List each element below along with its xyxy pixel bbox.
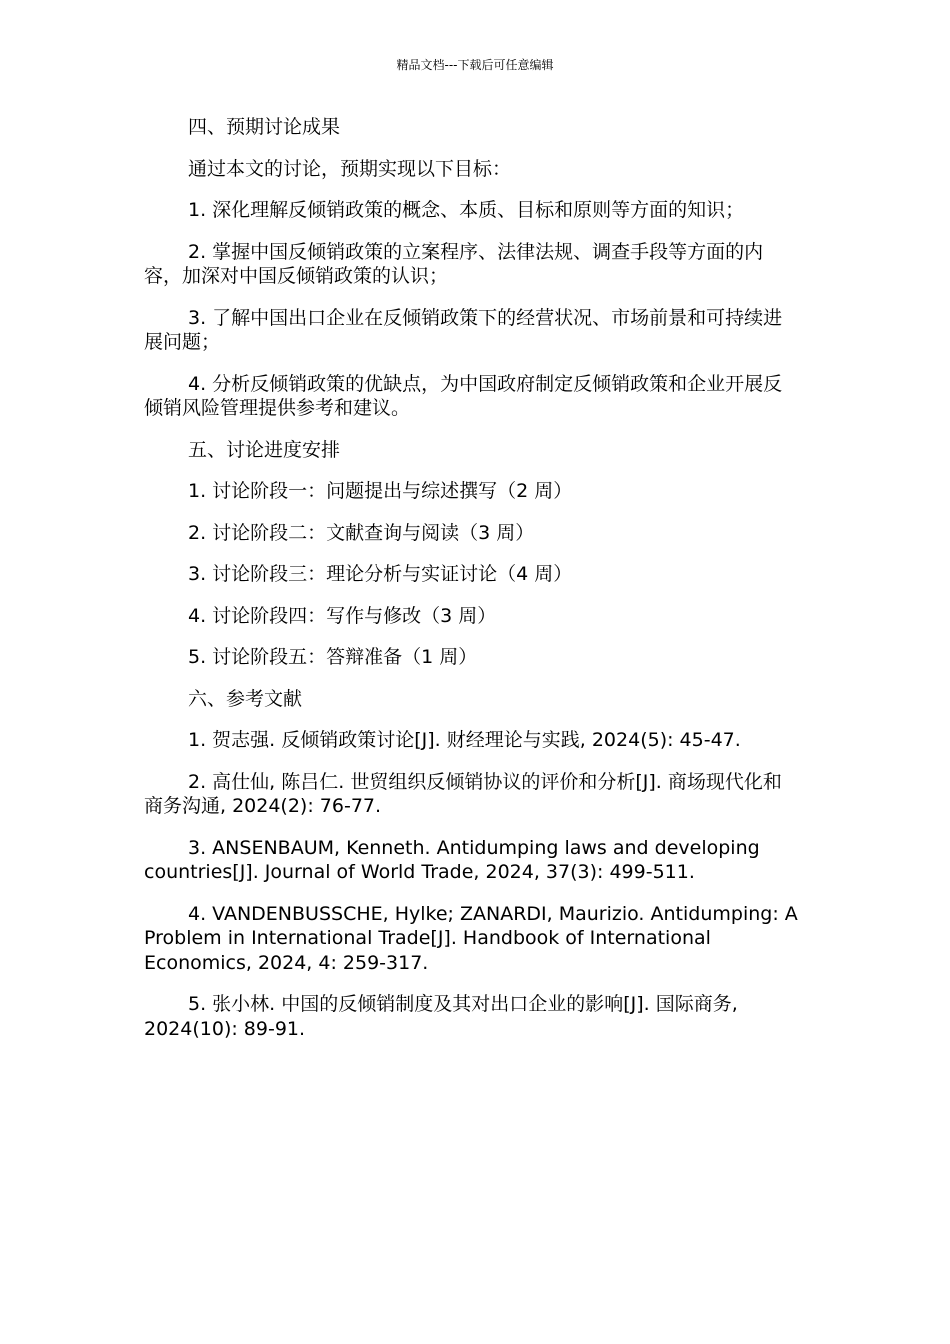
goal-item: 3. 了解中国出口企业在反倾销政策下的经营状况、市场前景和可持续进展问题； (144, 306, 783, 353)
section-heading-schedule: 五、讨论进度安排 (188, 438, 341, 461)
section-heading-expected-results: 四、预期讨论成果 (188, 116, 341, 138)
schedule-item: 1. 讨论阶段一：问题提出与综述撰写（2 周） (188, 480, 573, 502)
reference-item: 4. VANDENBUSSCHE, Hylke; ZANARDI, Maurizio. Antidumping: A Problem in International Trade[J]. Handbook of International Economics, 2024, 4: 259-317. (144, 902, 798, 974)
reference-item: 2. 高仕仙, 陈吕仁. 世贸组织反倾销协议的评价和分析[J]. 商场现代化和商务沟通, 2024(2): 76-77. (144, 770, 782, 817)
reference-item: 5. 张小林. 中国的反倾销制度及其对出口企业的影响[J]. 国际商务, 2024(10): 89-91. (144, 993, 738, 1040)
reference-item: 3. ANSENBAUM, Kenneth. Antidumping laws and developing countries[J]. Journal of World Trade, 2024, 37(3): 499-511. (144, 836, 760, 883)
goal-item: 4. 分析反倾销政策的优缺点，为中国政府制定反倾销政策和企业开展反倾销风险管理提供参考和建议。 (144, 372, 783, 419)
goal-item: 1. 深化理解反倾销政策的概念、本质、目标和原则等方面的知识； (188, 199, 745, 221)
document-body (144, 115, 800, 1058)
schedule-item: 3. 讨论阶段三：理论分析与实证讨论（4 周） (188, 563, 573, 585)
goal-item: 2. 掌握中国反倾销政策的立案程序、法律法规、调查手段等方面的内容，加深对中国反倾销政策的认识； (144, 240, 764, 287)
section-intro: 通过本文的讨论，预期实现以下目标： (188, 157, 512, 180)
section-heading-references: 六、参考文献 (188, 687, 303, 710)
page-header: 精品文档---下载后可任意编辑 (396, 58, 554, 72)
reference-item: 1. 贺志强. 反倾销政策讨论[J]. 财经理论与实践, 2024(5): 45-47. (188, 729, 741, 751)
schedule-item: 4. 讨论阶段四：写作与修改（3 周） (188, 604, 497, 627)
schedule-item: 5. 讨论阶段五：答辩准备（1 周） (188, 646, 478, 668)
schedule-item: 2. 讨论阶段二：文献查询与阅读（3 周） (188, 521, 535, 544)
